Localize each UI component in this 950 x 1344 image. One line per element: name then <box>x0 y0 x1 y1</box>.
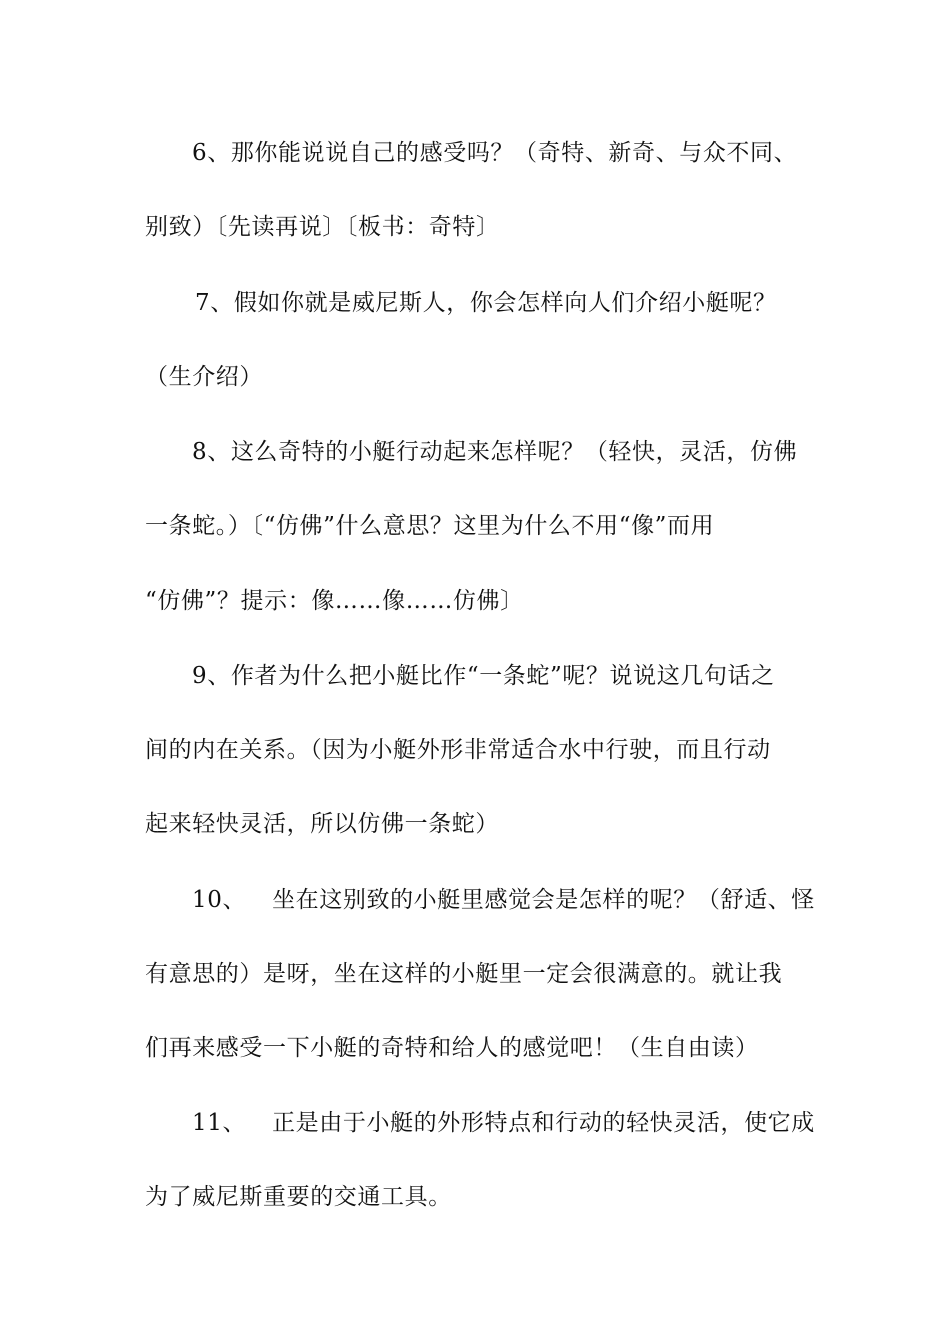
paragraph-9-line-1: 9、作者为什么把小艇比作“一条蛇”呢？说说这几句话之 <box>192 663 775 689</box>
paragraph-7-line-2: （生介绍） <box>145 364 263 390</box>
paragraph-10-line-1-text: 坐在这别致的小艇里感觉会是怎样的呢？（舒适、怪 <box>272 887 815 913</box>
paragraph-6-line-1: 6、那你能说说自己的感受吗？（奇特、新奇、与众不同、 <box>192 140 798 166</box>
paragraph-11-line-1-text: 正是由于小艇的外形特点和行动的轻快灵活，使它成 <box>272 1110 815 1136</box>
paragraph-10-line-1 <box>192 885 815 915</box>
paragraph-8-line-2: 一条蛇。）〔“仿佛”什么意思？这里为什么不用“像”而用 <box>145 513 715 539</box>
paragraph-10-line-2: 有意思的）是呀，坐在这样的小艇里一定会很满意的。就让我 <box>145 961 783 987</box>
paragraph-6-line-2: 别致）〔先读再说〕〔板书：奇特〕 <box>145 214 500 240</box>
paragraph-8-line-1: 8、这么奇特的小艇行动起来怎样呢？（轻快，灵活，仿佛 <box>192 439 798 465</box>
paragraph-10-line-3: 们再来感受一下小艇的奇特和给人的感觉吧！（生自由读） <box>145 1035 759 1061</box>
paragraph-9-line-3: 起来轻快灵活，所以仿佛一条蛇） <box>145 811 499 837</box>
paragraph-9-line-2: 间的内在关系。（因为小艇外形非常适合水中行驶，而且行动 <box>145 737 771 763</box>
paragraph-7-line-1: 7、假如你就是威尼斯人，你会怎样向人们介绍小艇呢？ <box>195 290 777 316</box>
paragraph-11-number: 11、 <box>192 1110 247 1136</box>
paragraph-10-number: 10、 <box>192 887 247 913</box>
paragraph-11-line-1 <box>192 1108 815 1138</box>
paragraph-11-line-2: 为了威尼斯重要的交通工具。 <box>145 1184 452 1210</box>
paragraph-8-line-3: “仿佛”？提示：像……像……仿佛〕 <box>145 588 524 614</box>
